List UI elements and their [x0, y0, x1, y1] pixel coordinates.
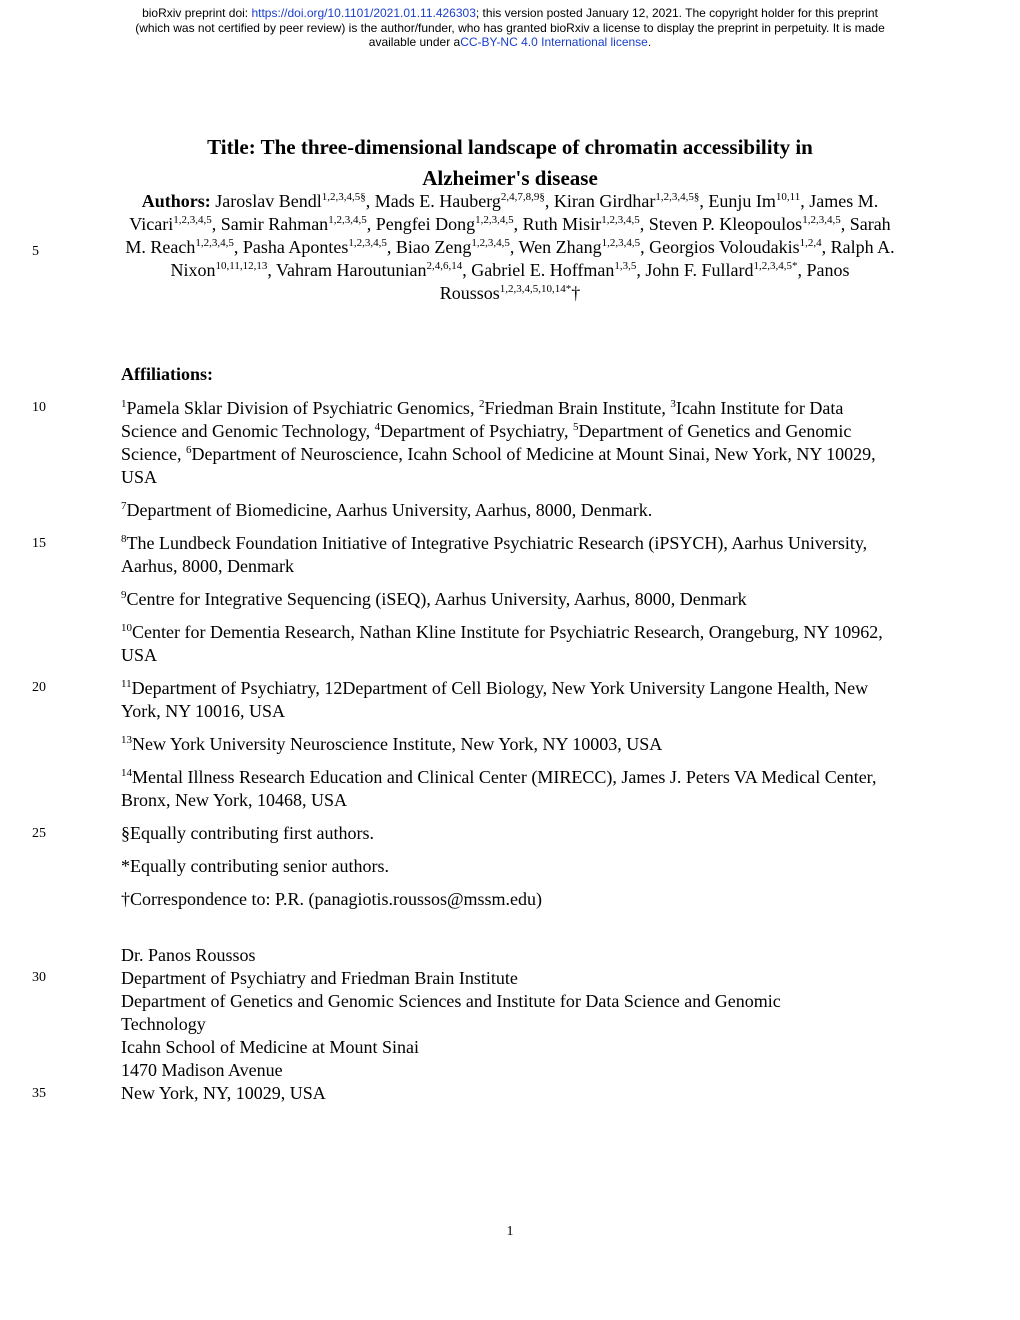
- author-name: John F. Fullard: [645, 260, 754, 280]
- preprint-banner: [0, 6, 1020, 50]
- author-name: Panos Roussos: [439, 260, 850, 303]
- author-name: Kiran Girdhar: [553, 191, 656, 211]
- author-affiliation-sup: 1,3,5: [614, 260, 637, 272]
- author-affiliation-sup: 1,2,3,4,5: [348, 237, 387, 249]
- author-affiliation-sup: 1,2,3,4,5: [601, 237, 641, 249]
- line-number: 15: [32, 536, 46, 551]
- author-affiliation-sup: 1,2,3,4,5§: [655, 191, 700, 203]
- author-affiliation-sup: 10,11,12,13: [215, 260, 268, 272]
- affiliation-sup: 10: [121, 622, 132, 634]
- affiliation-sup: 4: [374, 421, 381, 433]
- address-line: Icahn School of Medicine at Mount Sinai: [121, 1037, 419, 1057]
- author-name: Vahram Haroutunian: [276, 260, 427, 280]
- affiliation-sup: 5: [572, 421, 579, 433]
- line-number: 5: [32, 244, 39, 259]
- author-list: [118, 190, 902, 305]
- affiliation-block-1: [121, 397, 901, 489]
- author-affiliation-sup: 1,2,3,4,5: [802, 214, 841, 226]
- address-line: Technology: [121, 1014, 206, 1034]
- affiliation-sup: 6: [185, 444, 192, 456]
- paper-title: [110, 132, 910, 194]
- title-line: Title: The three-dimensional landscape of chromatin accessibility in: [207, 135, 813, 159]
- banner-text: available under a: [368, 35, 461, 49]
- address-line: Dr. Panos Roussos: [121, 945, 256, 965]
- affiliation-sup: 1: [121, 398, 127, 410]
- title-line: Alzheimer's disease: [422, 166, 598, 190]
- affiliation-text: Pamela Sklar Division of Psychiatric Genomics,: [126, 398, 479, 418]
- author-affiliation-sup: 1,2,3,4,5: [475, 214, 514, 226]
- line-number: 10: [32, 400, 46, 415]
- author-name: Steven P. Kleopoulos: [648, 214, 803, 234]
- line-number: 30: [32, 970, 46, 985]
- author-name: Mads E. Hauberg: [374, 191, 501, 211]
- affiliation-text: Department of Neuroscience, Icahn School of Medicine at Mount Sinai, New York, NY 10029, USA: [121, 444, 876, 487]
- author-affiliation-sup: 1,2,3,4,5: [195, 237, 234, 249]
- affiliation-text: Department of Genetics and Genomic Science,: [121, 421, 852, 464]
- author-name: James M. Vicari: [129, 191, 879, 234]
- affiliation-text: Department of Psychiatry, 12Department of Cell Biology, New York University Langone Health, New York, NY 10016, USA: [121, 678, 869, 721]
- affiliation-sup: 2: [478, 398, 485, 410]
- banner-text: .: [647, 35, 652, 49]
- author-affiliation-sup: 1,2,3,4,5: [471, 237, 510, 249]
- author-name: Eunju Im: [708, 191, 776, 211]
- first-authors-note: §Equally contributing first authors.: [121, 823, 374, 843]
- author-affiliation-sup: 1,2,3,4,5: [328, 214, 367, 226]
- affiliation-13: [121, 733, 901, 756]
- correspondence-address: [121, 944, 781, 1105]
- affiliation-11: [121, 677, 901, 723]
- author-name: Jaroslav Bendl: [215, 191, 322, 211]
- affiliation-sup: 14: [121, 767, 132, 779]
- author-name: Pasha Apontes: [242, 237, 349, 257]
- address-line: Department of Psychiatry and Friedman Brain Institute: [121, 968, 518, 988]
- address-line: 1470 Madison Avenue: [121, 1060, 283, 1080]
- affiliation-sup: 3: [670, 398, 676, 410]
- senior-authors-note: *Equally contributing senior authors.: [121, 856, 389, 876]
- author-name: Gabriel E. Hoffman: [471, 260, 615, 280]
- affiliation-text: Centre for Integrative Sequencing (iSEQ), Aarhus University, Aarhus, 8000, Denmark: [126, 589, 747, 609]
- dagger-mark: †: [571, 283, 581, 303]
- author-name: Sarah M. Reach: [125, 214, 891, 257]
- author-name: Pengfei Dong: [375, 214, 476, 234]
- author-name: Wen Zhang: [518, 237, 602, 257]
- author-name: Georgios Voloudakis: [649, 237, 800, 257]
- affiliation-7: [121, 499, 901, 522]
- address-line: New York, NY, 10029, USA: [121, 1083, 326, 1103]
- affiliation-sup: 7: [121, 500, 127, 512]
- affiliation-14: [121, 766, 901, 812]
- affiliation-text: Icahn Institute for Data Science and Genomic Technology,: [121, 398, 844, 441]
- author-affiliation-sup: 1,2,3,4,5§: [321, 191, 366, 203]
- author-affiliation-sup: 2,4,6,14: [426, 260, 463, 272]
- banner-text: bioRxiv preprint doi:: [142, 6, 252, 20]
- correspondence-note: †Correspondence to: P.R. (panagiotis.roussos@mssm.edu): [121, 889, 543, 909]
- line-number: 35: [32, 1086, 46, 1101]
- author-affiliation-sup: 1,2,4: [799, 237, 822, 249]
- address-line: Department of Genetics and Genomic Sciences and Institute for Data Science and Genomic: [121, 991, 781, 1011]
- affiliation-text: Friedman Brain Institute,: [484, 398, 671, 418]
- author-affiliation-sup: 10,11: [775, 191, 801, 203]
- affiliation-9: [121, 588, 901, 611]
- affiliations-heading: Affiliations:: [121, 364, 213, 384]
- affiliation-sup: 8: [121, 533, 127, 545]
- affiliation-text: Mental Illness Research Education and Clinical Center (MIRECC), James J. Peters VA Medical Center, Bronx, New York, 10468, USA: [121, 767, 877, 810]
- license-link[interactable]: CC-BY-NC 4.0 International license: [460, 35, 648, 49]
- affiliation-sup: 9: [121, 589, 127, 601]
- affiliation-text: The Lundbeck Foundation Initiative of Integrative Psychiatric Research (iPSYCH), Aarhus University, Aarhus, 8000, Denmark: [121, 533, 868, 576]
- affiliation-sup: 11: [121, 678, 132, 690]
- affiliation-8: [121, 532, 901, 578]
- line-number: 25: [32, 826, 46, 841]
- author-name: Ralph A. Nixon: [170, 237, 895, 280]
- affiliation-10: [121, 621, 901, 667]
- authors-label: Authors:: [141, 191, 211, 211]
- author-affiliation-sup: 1,2,3,4,5*: [753, 260, 798, 272]
- author-affiliation-sup: 1,2,3,4,5: [173, 214, 212, 226]
- page-number: 1: [506, 1224, 514, 1239]
- affiliation-text: Department of Biomedicine, Aarhus University, Aarhus, 8000, Denmark.: [126, 500, 653, 520]
- affiliation-text: Department of Psychiatry,: [380, 421, 573, 441]
- author-affiliation-sup: 2,4,7,8,9§: [500, 191, 545, 203]
- author-names: Jaroslav Bendl$^{1,2,3,4,5\S}$, Mads E. Hauberg$^{2,4,7,8,9\S}$, Kiran Girdhar$^{1,2,3,4,5\S}$, Eunju Im$^{10,11}$, James M. Vicari$^{1,2,3,4,5}$, Samir Rahman$^{1,2,3,4,5}$, Pengfei Dong$^{1,2,3,4,5}$, Ruth Misir$^{1,2,3,4,5}$, Steven P. Kleopoulos$^{1,2,3,4,5}$, Sarah M. Reach$^{1,2,3,4,5}$, Pasha Apontes$^{1,2,3,4,5}$, Biao Zeng$^{1,2,3,4,5}$, Wen Zhang$^{1,2,3,4,5}$, Georgios Voloudakis$^{1,2,4}$, Ralph A. Nixon$^{10,11,12,13}$, Vahram Haroutunian$^{2,4,6,14}$, Gabriel E. Hoffman$^{1,3,5}$, John F. Fullard$^{1,2,3,4,5*}$, Panos Roussos$^{1,2,3,4,5,10,14*}$†: [125, 191, 895, 303]
- author-name: Ruth Misir: [522, 214, 602, 234]
- doi-link[interactable]: https://doi.org/10.1101/2021.01.11.426303: [251, 6, 476, 20]
- author-name: Biao Zeng: [395, 237, 472, 257]
- line-number: 20: [32, 680, 46, 695]
- affiliation-text: Center for Dementia Research, Nathan Kline Institute for Psychiatric Research, Orangeburg, NY 10962, USA: [121, 622, 883, 665]
- banner-text: ; this version posted January 12, 2021. The copyright holder for this preprint: [475, 6, 878, 20]
- affiliation-sup: 13: [121, 734, 132, 746]
- author-name: Samir Rahman: [220, 214, 329, 234]
- affiliation-text: New York University Neuroscience Institute, New York, NY 10003, USA: [132, 734, 663, 754]
- banner-text: (which was not certified by peer review) is the author/funder, who has granted bioRxiv a license to display the preprint in perpetuity. It is made: [135, 20, 885, 35]
- author-affiliation-sup: 1,2,3,4,5,10,14*: [499, 283, 572, 295]
- author-affiliation-sup: 1,2,3,4,5: [601, 214, 640, 226]
